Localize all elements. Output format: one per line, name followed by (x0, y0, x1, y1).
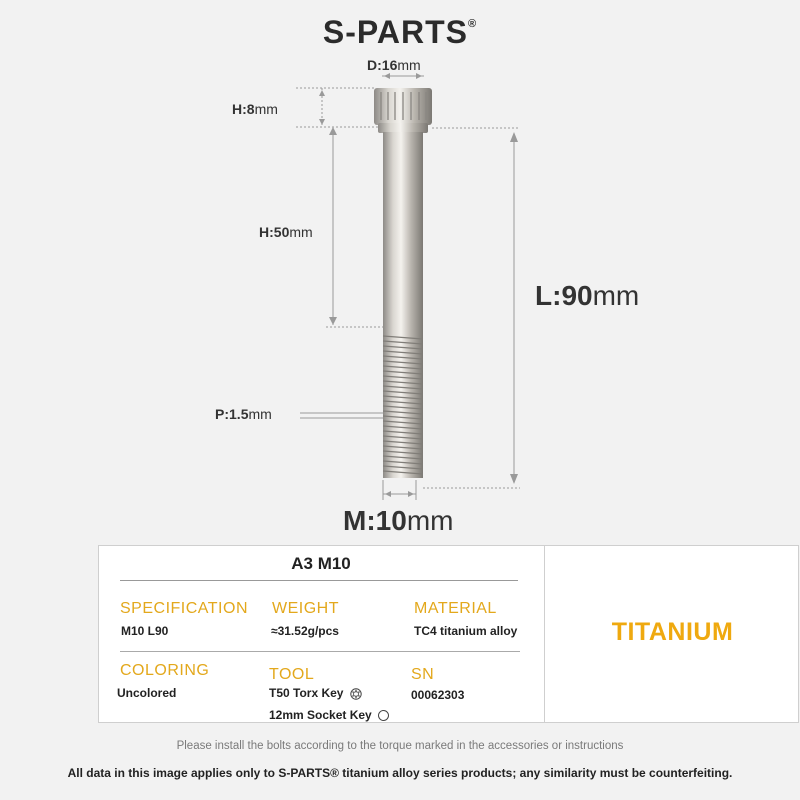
dim-length: L:90mm (535, 280, 640, 311)
tool-label: TOOL (269, 666, 315, 683)
brand-reg-mark: ® (467, 18, 478, 30)
dim-head-diameter: D:16mm (367, 57, 421, 73)
dim-key: L (535, 280, 553, 311)
disclaimer: All data in this image applies only to S-PARTS® titanium alloy series products; any similarity must be counterfeiting. (67, 766, 733, 780)
material-label: MATERIAL (414, 600, 497, 617)
material-value: TC4 titanium alloy (414, 624, 518, 638)
dim-value: 8 (246, 101, 255, 117)
dim-pitch: P:1.5mm (215, 406, 272, 422)
brand-name: S-PARTS (322, 14, 468, 50)
specification-label: SPECIFICATION (120, 600, 248, 617)
middle-rule (120, 651, 520, 652)
dim-value: 90 (561, 280, 593, 311)
dim-unit: mm (248, 406, 272, 422)
tool-item-torx (269, 686, 362, 700)
weight-value: ≈31.52g/pcs (271, 624, 339, 638)
dim-key: P (215, 406, 225, 422)
dim-unit: mm (397, 57, 421, 73)
dim-unit: mm (254, 101, 278, 117)
dim-shank-height: H:50mm (259, 224, 313, 240)
dim-thread: M:10mm (343, 505, 454, 536)
tool-item-label: 12mm Socket Key (269, 708, 372, 722)
specification-value: M10 L90 (121, 624, 169, 638)
dim-key: H (259, 224, 270, 240)
dim-value: 1.5 (229, 406, 249, 422)
dim-head-height: H:8mm (232, 101, 278, 117)
socket-icon (378, 710, 389, 721)
dim-value: 50 (273, 224, 290, 240)
coloring-label: COLORING (120, 662, 210, 679)
dim-key: M (343, 505, 367, 536)
dim-unit: mm (289, 224, 313, 240)
titanium-badge: TITANIUM (611, 618, 734, 646)
dim-value: 16 (381, 57, 398, 73)
card-divider (544, 545, 545, 723)
torx-icon (350, 688, 362, 700)
weight-label: WEIGHT (272, 600, 339, 617)
bolt-shank (383, 132, 423, 332)
dim-unit: mm (592, 280, 640, 311)
dim-unit: mm (406, 505, 454, 536)
tool-item-label: T50 Torx Key (269, 686, 344, 700)
dim-key: H (232, 101, 243, 117)
dim-key: D (367, 57, 378, 73)
coloring-value: Uncolored (117, 686, 177, 700)
tool-item-socket (269, 708, 389, 722)
dim-value: 10 (375, 505, 407, 536)
bolt-head-splines (381, 92, 426, 120)
sn-value: 00062303 (411, 688, 465, 702)
bolt-flange (378, 123, 428, 133)
install-note: Please install the bolts according to the torque marked in the accessories or instructions (176, 740, 624, 752)
title-rule (120, 580, 518, 581)
sn-label: SN (411, 666, 435, 683)
card-title: A3 M10 (291, 554, 351, 573)
